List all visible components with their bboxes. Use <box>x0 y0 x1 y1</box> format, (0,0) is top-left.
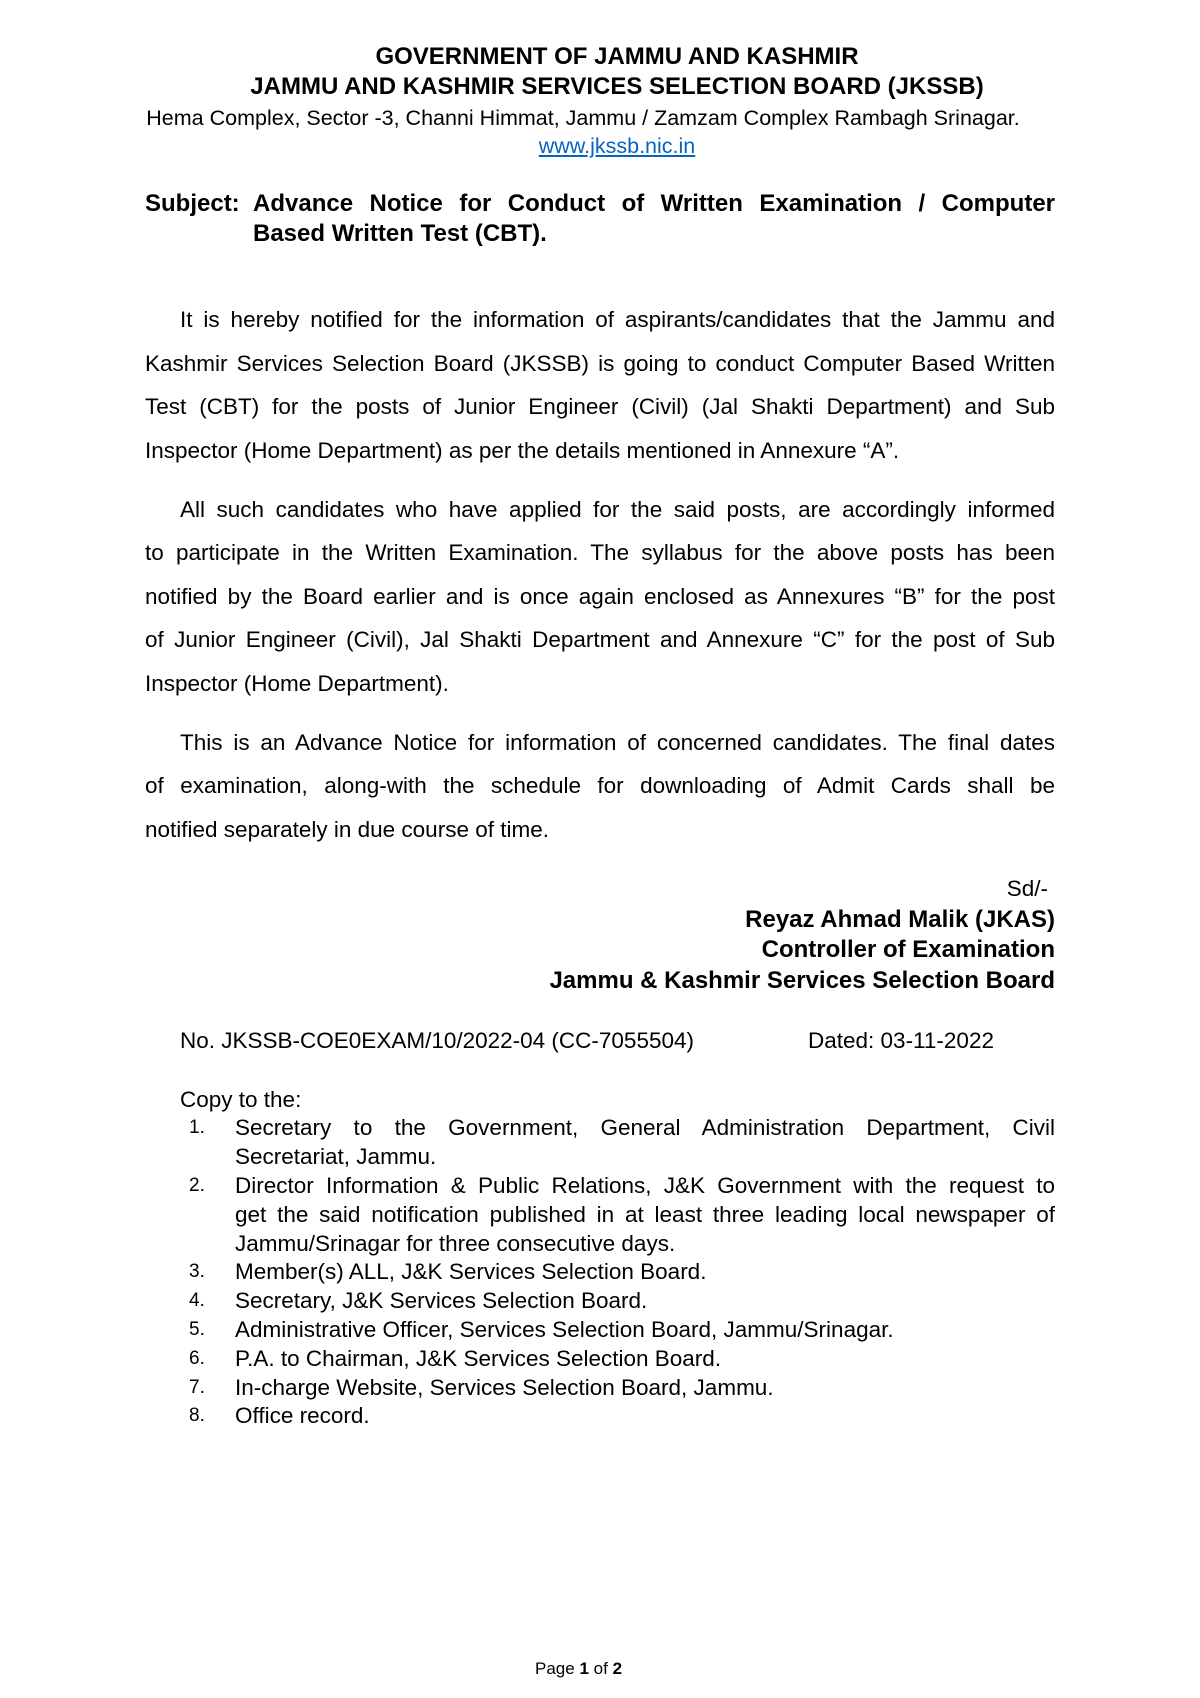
list-line: In-charge Website, Services Selection Board, Jammu. <box>235 1374 774 1400</box>
list-item-text <box>235 1374 1055 1403</box>
list-number: 4. <box>189 1290 205 1312</box>
copy-to-section <box>180 1086 1055 1432</box>
of-word: of <box>593 1659 608 1678</box>
list-line: get the said notification published in at least three leading local newspaper of <box>235 1201 1055 1227</box>
signatory-designation: Controller of Examination <box>761 936 1055 963</box>
body-line: It is hereby notified for the information of aspirants/candidates that the Jammu and <box>180 307 1055 332</box>
list-line: Administrative Officer, Services Selection Board, Jammu/Srinagar. <box>235 1316 894 1342</box>
list-number: 6. <box>189 1347 205 1369</box>
body-line: of examination, along-with the schedule for downloading of Admit Cards shall be <box>145 773 1055 798</box>
copy-to-heading: Copy to the: <box>180 1086 302 1112</box>
letterhead <box>145 42 1089 102</box>
list-number: 8. <box>189 1405 205 1427</box>
government-title: GOVERNMENT OF JAMMU AND KASHMIR <box>375 43 859 70</box>
page-number <box>535 1657 622 1681</box>
board-title: JAMMU AND KASHMIR SERVICES SELECTION BOARD (JKSSB) <box>250 73 984 100</box>
body-line: to participate in the Written Examination. The syllabus for the above posts has been <box>145 540 1055 565</box>
reference-date: Dated: 03-11-2022 <box>808 1028 994 1053</box>
list-item <box>180 1114 1055 1172</box>
signature-block <box>549 874 1055 996</box>
body-line: notified separately in due course of time. <box>145 816 549 842</box>
body-line: Inspector (Home Department) as per the details mentioned in Annexure “A”. <box>145 437 900 463</box>
list-line: P.A. to Chairman, J&K Services Selection Board. <box>235 1345 722 1371</box>
board-address: Hema Complex, Sector -3, Channi Himmat, Jammu / Zamzam Complex Rambagh Srinagar. <box>146 105 1020 130</box>
website-line <box>145 132 1089 160</box>
subject-line: Based Written Test (CBT). <box>253 219 547 247</box>
subject-line: Advance Notice for Conduct of Written Examination / Computer <box>253 190 1055 217</box>
body-line: All such candidates who have applied for the said posts, are accordingly informed <box>180 496 1055 522</box>
signed-mark: Sd/- <box>1006 876 1048 901</box>
paragraph-2 <box>145 488 1055 706</box>
reference-number: No. JKSSB-COE0EXAM/10/2022-04 (CC-7055504) <box>180 1028 694 1053</box>
list-line: Director Information & Public Relations, J&K Government with the request to <box>235 1172 1055 1198</box>
subject-label: Subject: <box>145 190 240 217</box>
signatory-organization: Jammu & Kashmir Services Selection Board <box>549 966 1055 994</box>
list-line: Jammu/Srinagar for three consecutive days. <box>235 1230 676 1256</box>
body-line: Inspector (Home Department). <box>145 670 449 696</box>
body-line: This is an Advance Notice for information of concerned candidates. The final dates <box>180 729 1055 755</box>
list-number: 3. <box>189 1261 205 1283</box>
body-line: of Junior Engineer (Civil), Jal Shakti Department and Annexure “C” for the post of Sub <box>145 627 1055 652</box>
notice-body <box>145 298 1055 851</box>
list-item-text <box>235 1287 1055 1316</box>
body-line: Test (CBT) for the posts of Junior Engineer (Civil) (Jal Shakti Department) and Sub <box>145 394 1055 419</box>
list-item-text <box>235 1402 1055 1431</box>
body-line: notified by the Board earlier and is once again enclosed as Annexures “B” for the post <box>145 583 1055 609</box>
paragraph-1 <box>145 298 1055 472</box>
list-line: Office record. <box>235 1403 370 1429</box>
list-item <box>180 1258 1055 1287</box>
list-item-text <box>235 1316 1055 1345</box>
subject-block <box>145 189 1055 248</box>
list-item <box>180 1345 1055 1374</box>
list-number: 7. <box>189 1376 205 1398</box>
list-item-text <box>235 1172 1055 1258</box>
list-number: 1. <box>189 1117 205 1139</box>
list-line: Secretary to the Government, General Administration Department, Civil <box>235 1115 1055 1141</box>
list-item <box>180 1316 1055 1345</box>
website-link[interactable]: www.jkssb.nic.in <box>538 134 696 158</box>
list-item-text <box>235 1258 1055 1287</box>
list-line: Secretary, J&K Services Selection Board. <box>235 1288 648 1314</box>
signatory-name: Reyaz Ahmad Malik (JKAS) <box>745 905 1055 933</box>
list-line: Member(s) ALL, J&K Services Selection Board. <box>235 1259 707 1285</box>
list-item <box>180 1402 1055 1431</box>
list-number: 5. <box>189 1318 205 1340</box>
body-line: Kashmir Services Selection Board (JKSSB) is going to conduct Computer Based Written <box>145 350 1055 376</box>
list-number: 2. <box>189 1174 205 1196</box>
subject-text <box>253 189 1055 248</box>
list-item <box>180 1287 1055 1316</box>
list-item-text <box>235 1345 1055 1374</box>
list-item-text <box>235 1114 1055 1172</box>
total-pages: 2 <box>612 1659 623 1678</box>
page-word: Page <box>535 1659 575 1678</box>
list-line: Secretariat, Jammu. <box>235 1144 437 1170</box>
list-item <box>180 1172 1055 1258</box>
list-item <box>180 1374 1055 1403</box>
paragraph-3 <box>145 721 1055 852</box>
current-page: 1 <box>579 1659 589 1678</box>
